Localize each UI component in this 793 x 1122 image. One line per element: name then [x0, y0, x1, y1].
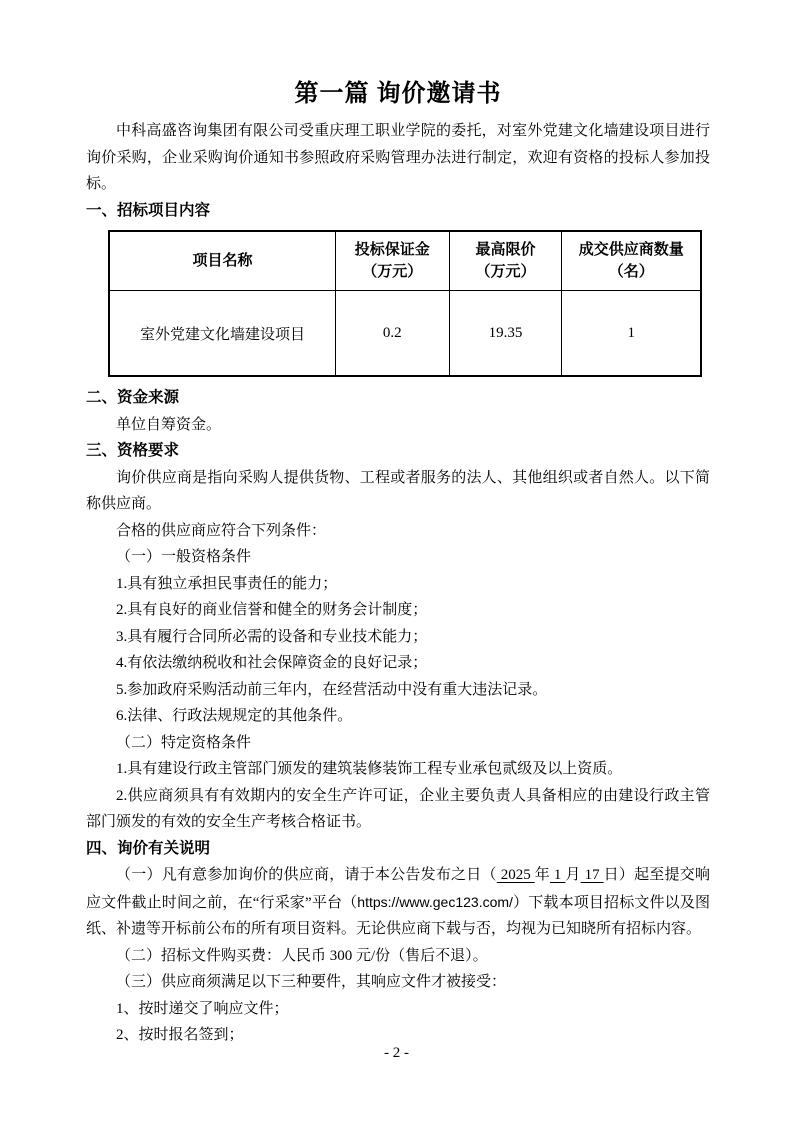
- section-4-heading: 四、询价有关说明: [86, 839, 211, 857]
- cell-bid-bond: 0.2: [336, 291, 449, 377]
- project-table: [108, 230, 702, 377]
- general-condition-item: 4.有依法缴纳税收和社会保障资金的良好记录；: [116, 655, 428, 671]
- section-3-lead: 合格的供应商应符合下列条件：: [116, 522, 327, 539]
- section-2-heading: 二、资金来源: [86, 389, 180, 406]
- inquiry-note-3-subitem: 2、按时报名签到；: [116, 1027, 244, 1043]
- publish-year: 2025: [496, 867, 535, 883]
- section-2-body: 单位自筹资金。: [116, 416, 222, 433]
- cell-project-name: 室外党建文化墙建设项目: [109, 291, 336, 377]
- platform-url: https://www.gec123.com/: [357, 893, 513, 910]
- col-header-max-price-line2: （万元）: [475, 264, 536, 280]
- general-condition-item: 2.具有良好的商业信誉和健全的财务会计制度；: [116, 602, 428, 618]
- table-header-row: [109, 231, 701, 291]
- inquiry-note-3: （三）供应商须满足以下三种要件，其响应文件才被接受：: [116, 974, 507, 990]
- col-header-supplier-count-line2: （名）: [608, 264, 654, 280]
- page-number: - 2 -: [384, 1045, 409, 1061]
- col-header-max-price: [449, 231, 562, 291]
- year-label: 年: [534, 867, 550, 883]
- general-condition-item: 3.具有履行合同所必需的设备和专业技术能力；: [116, 628, 428, 645]
- note-1-prefix: （一）凡有意参加询价的供应商，请于本公告发布之日（: [116, 867, 497, 883]
- section-3-intro: 询价供应商是指向采购人提供货物、工程或者服务的法人、其他组织或者自然人。以下简称供应商。: [86, 469, 710, 512]
- col-header-project-name-line1: 项目名称: [192, 253, 253, 269]
- page-title: 第一篇 询价邀请书: [294, 81, 502, 107]
- section-3-heading: 三、资格要求: [86, 442, 180, 459]
- inquiry-note-1: [86, 862, 710, 943]
- general-condition-item: 6.法律、行政法规规定的其他条件。: [116, 708, 353, 724]
- cell-supplier-count: 1: [562, 291, 701, 377]
- note-1-suffix: ）下载本项目招标文件以及图纸、补遗等开标前公布的所有项目资料。无论供应商下载与否，均视为已知晓所有招标内容。: [86, 894, 710, 937]
- inquiry-note-2: （二）招标文件购买费：人民币 300 元/份（售后不退）。: [116, 947, 488, 964]
- general-conditions-heading: （一）一般资格条件: [116, 549, 252, 565]
- col-header-supplier-count-line1: 成交供应商数量: [578, 242, 684, 258]
- col-header-supplier-count: [562, 231, 701, 291]
- document-content: [86, 78, 710, 1049]
- col-header-bid-bond-line2: （万元）: [362, 264, 423, 280]
- col-header-max-price-line1: 最高限价: [475, 242, 536, 258]
- col-header-bid-bond-line1: 投标保证金: [354, 242, 430, 258]
- month-label: 月: [565, 867, 581, 883]
- specific-conditions-heading: （二）特定资格条件: [116, 734, 252, 751]
- publish-day: 17: [580, 867, 604, 883]
- general-condition-item: 1.具有独立承担民事责任的能力；: [116, 575, 338, 592]
- section-1-heading: 一、招标项目内容: [86, 201, 211, 219]
- publish-month: 1: [549, 867, 566, 883]
- col-header-bid-bond: [336, 231, 449, 291]
- specific-condition-item: 2.供应商须具有有效期内的安全生产许可证，企业主要负责人具备相应的由建设行政主管部门颁发的有效的安全生产考核合格证书。: [86, 787, 710, 830]
- table-row: [109, 291, 701, 377]
- note-1-middle: 日）起至提交响应文件截止时间之前，在“行采家”平台（: [86, 867, 710, 911]
- inquiry-note-3-subitem: 1、按时递交了响应文件；: [116, 1000, 289, 1017]
- general-condition-item: 5.参加政府采购活动前三年内，在经营活动中没有重大违法记录。: [116, 681, 548, 698]
- cell-max-price: 19.35: [449, 291, 562, 377]
- col-header-project-name: [109, 231, 336, 291]
- specific-condition-item: 1.具有建设行政主管部门颁发的建筑装修装饰工程专业承包贰级及以上资质。: [116, 761, 623, 777]
- intro-paragraph: 中科高盛咨询集团有限公司受重庆理工职业学院的委托，对室外党建文化墙建设项目进行询价采购，企业采购询价通知书参照政府采购管理办法进行制定，欢迎有资格的投标人参加投标。: [86, 123, 710, 192]
